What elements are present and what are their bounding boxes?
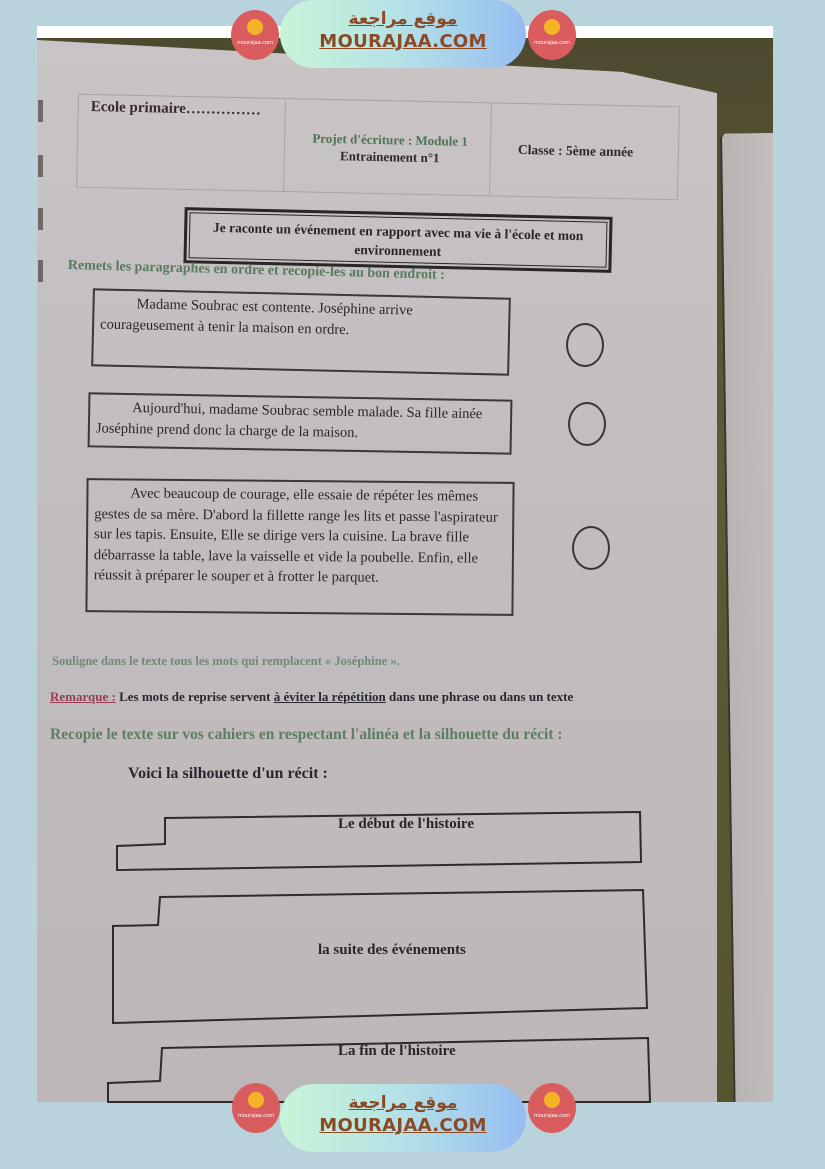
watermark-banner-bottom[interactable] xyxy=(280,1084,526,1152)
paragraph-2: Aujourd'hui, madame Soubrac semble malade. Sa fille ainée Joséphine prend donc la charge de la maison. xyxy=(88,392,513,454)
silhouette-debut-label: Le début de l'histoire xyxy=(338,816,474,832)
logo-caption: mourajaa.com xyxy=(237,1113,274,1119)
project-entrainement: Entrainement n°1 xyxy=(339,148,440,166)
logo-badge-bottom-right xyxy=(528,1083,576,1133)
instruction-reorder: Remets les paragraphes en ordre et recopie-les au bon endroit : xyxy=(67,258,446,283)
logo-icon xyxy=(247,19,263,35)
remark-label: Remarque : xyxy=(50,689,116,704)
school-label: Ecole primaire…………… xyxy=(90,98,262,119)
watermark-arabic: موقع مراجعة xyxy=(348,9,458,29)
silhouette-heading: Voici la silhouette d'un récit : xyxy=(128,765,328,782)
logo-icon xyxy=(544,1092,560,1108)
page-title: Je raconte un événement en rapport avec ma vie à l'école et mon environnement xyxy=(183,207,612,273)
logo-icon xyxy=(544,19,560,35)
remark-underlined: à éviter la répétition xyxy=(273,689,386,704)
logo-badge-top-left xyxy=(231,10,279,60)
class-label: Classe : 5ème année xyxy=(517,141,634,160)
instruction-copy: Recopie le texte sur vos cahiers en respectant l'alinéa et la silhouette du récit : xyxy=(50,726,563,743)
project-module: Projet d'écriture : Module 1 xyxy=(312,130,469,149)
logo-caption: mourajaa.com xyxy=(236,40,273,46)
watermark-arabic: موقع مراجعة xyxy=(348,1093,458,1113)
logo-caption: mourajaa.com xyxy=(533,1113,570,1119)
remark-text-1: Les mots de reprise servent xyxy=(115,689,274,704)
logo-badge-top-right xyxy=(528,10,576,60)
instruction-underline: Souligne dans le texte tous les mots qui remplacent « Joséphine ». xyxy=(52,654,400,668)
watermark-banner-top[interactable] xyxy=(280,0,526,68)
silhouette-fin-label: La fin de l'histoire xyxy=(338,1043,456,1059)
remark-text-2: dans une phrase ou dans un texte xyxy=(385,689,574,704)
logo-icon xyxy=(248,1092,264,1108)
paragraph-1: Madame Soubrac est contente. Joséphine arrive courageusement à tenir la maison en ordre. xyxy=(91,288,511,375)
paragraph-3: Avec beaucoup de courage, elle essaie de répéter les mêmes gestes de sa mère. D'abord la fillette range les lits et passe l'aspirateur sur les tapis. Ensuite, Elle se dirige vers la cuisine. La brave fille débarrasse la table, lave la vaisselle et vide la poubelle. Enfin, elle réussit à préparer le souper et à frotter le parquet. xyxy=(85,478,514,616)
watermark-site: MOURAJAA.COM xyxy=(319,31,487,52)
silhouette-suite-label: la suite des événements xyxy=(318,942,466,958)
logo-badge-bottom-left xyxy=(232,1083,280,1133)
watermark-site: MOURAJAA.COM xyxy=(319,1115,487,1136)
logo-caption: mourajaa.com xyxy=(533,40,570,46)
